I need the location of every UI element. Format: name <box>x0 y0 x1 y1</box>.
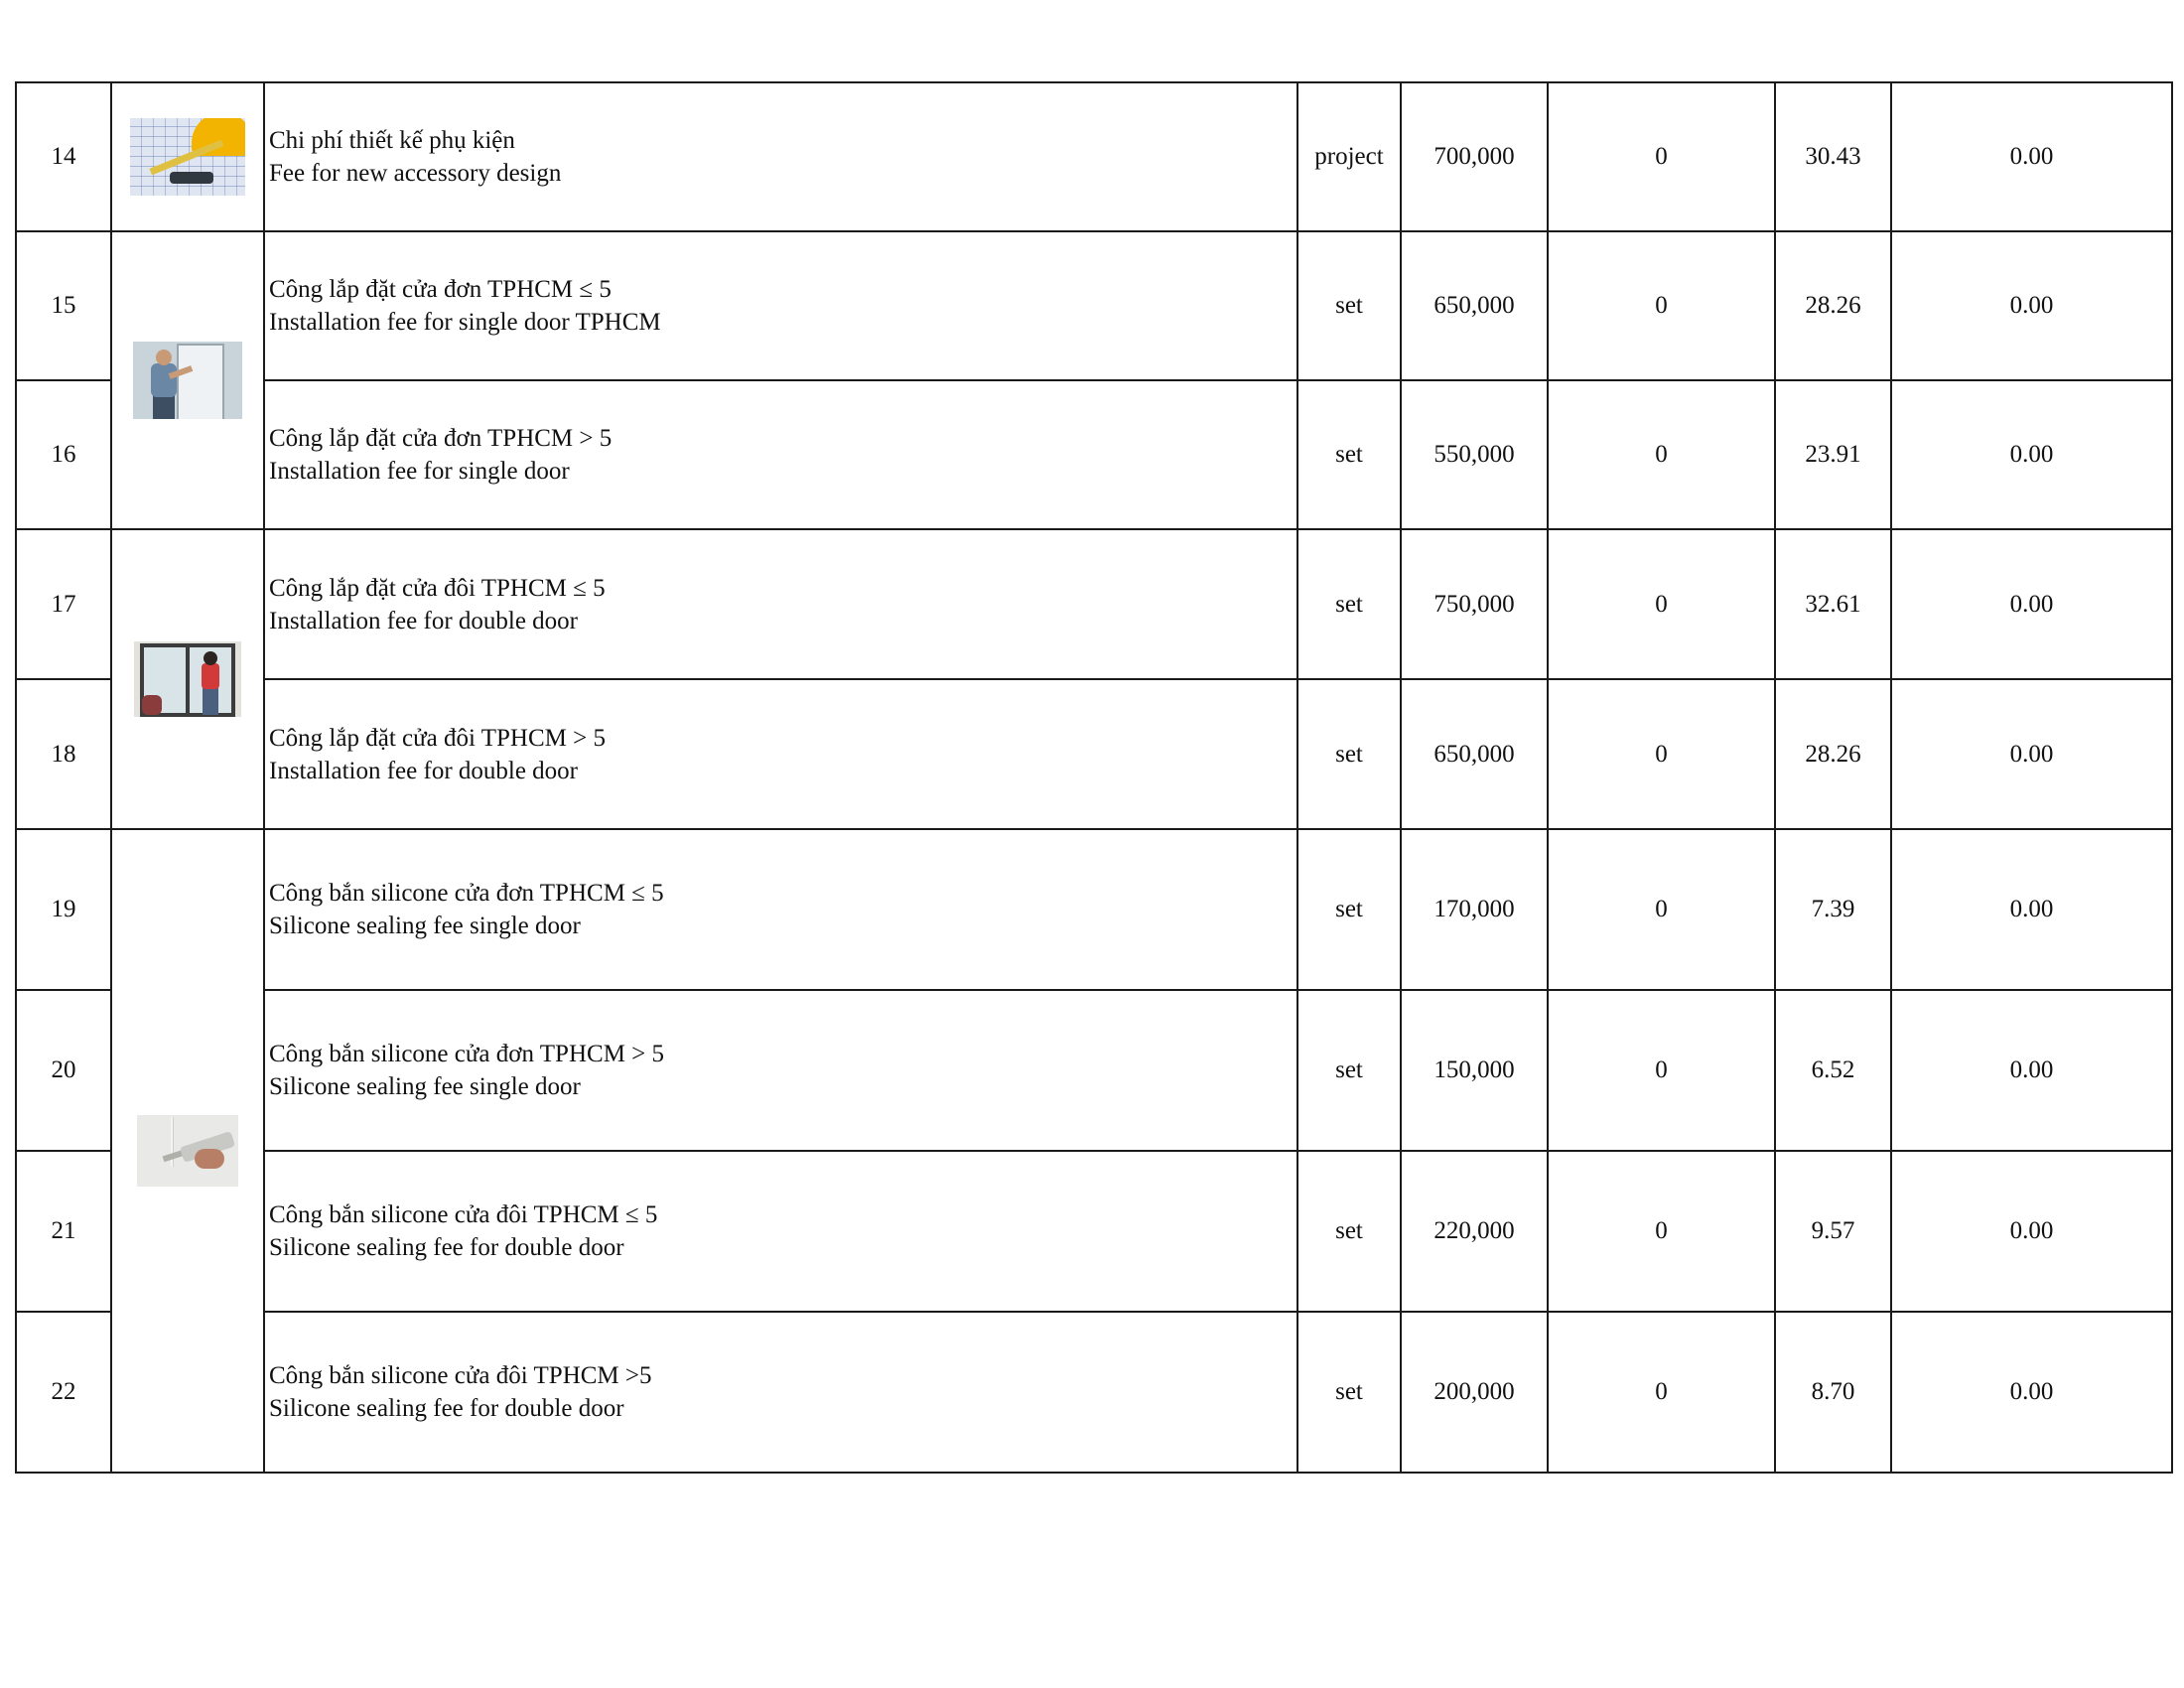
description-vi: Công bắn silicone cửa đơn TPHCM > 5 <box>269 1041 665 1067</box>
table-row <box>16 1312 2172 1473</box>
unit-price-cell: 550,000 <box>1401 380 1548 529</box>
unit-cell: set <box>1297 679 1401 829</box>
unit-cell: set <box>1297 231 1401 380</box>
row-number: 15 <box>16 231 111 380</box>
description-vi: Công bắn silicone cửa đôi TPHCM >5 <box>269 1362 652 1389</box>
table-row <box>16 679 2172 829</box>
unit-cell: set <box>1297 1151 1401 1312</box>
unit-cell: set <box>1297 1312 1401 1473</box>
quantity-cell: 0 <box>1548 231 1775 380</box>
single-door-installation-image <box>133 342 242 419</box>
description-cell <box>264 1151 1297 1312</box>
unit-price-cell: 150,000 <box>1401 990 1548 1151</box>
table-row <box>16 990 2172 1151</box>
description-vi: Công lắp đặt cửa đơn TPHCM ≤ 5 <box>269 276 612 303</box>
table-row <box>16 380 2172 529</box>
table-row <box>16 231 2172 380</box>
usd-price-cell: 28.26 <box>1775 231 1891 380</box>
unit-cell: set <box>1297 829 1401 990</box>
description-vi: Công lắp đặt cửa đôi TPHCM ≤ 5 <box>269 574 606 602</box>
description-cell <box>264 1312 1297 1473</box>
unit-cell: set <box>1297 990 1401 1151</box>
amount-cell: 0.00 <box>1891 82 2172 231</box>
description-vi: Công bắn silicone cửa đơn TPHCM ≤ 5 <box>269 880 664 907</box>
amount-cell: 0.00 <box>1891 829 2172 990</box>
unit-price-cell: 170,000 <box>1401 829 1548 990</box>
amount-cell: 0.00 <box>1891 990 2172 1151</box>
description-en: Installation fee for double door <box>269 757 579 784</box>
usd-price-cell: 7.39 <box>1775 829 1891 990</box>
quantity-cell: 0 <box>1548 82 1775 231</box>
price-table <box>15 81 2173 1474</box>
unit-cell: project <box>1297 82 1401 231</box>
usd-price-cell: 8.70 <box>1775 1312 1891 1473</box>
amount-cell: 0.00 <box>1891 380 2172 529</box>
usd-price-cell: 32.61 <box>1775 529 1891 679</box>
quantity-cell: 0 <box>1548 529 1775 679</box>
description-cell <box>264 380 1297 529</box>
description-cell <box>264 990 1297 1151</box>
image-cell <box>111 82 264 231</box>
unit-price-cell: 200,000 <box>1401 1312 1548 1473</box>
description-cell <box>264 231 1297 380</box>
row-number: 14 <box>16 82 111 231</box>
description-en: Fee for new accessory design <box>269 160 562 187</box>
amount-cell: 0.00 <box>1891 679 2172 829</box>
description-en: Installation fee for single door TPHCM <box>269 309 661 336</box>
image-cell <box>111 829 264 1473</box>
row-number: 20 <box>16 990 111 1151</box>
quantity-cell: 0 <box>1548 380 1775 529</box>
unit-price-cell: 650,000 <box>1401 679 1548 829</box>
description-cell <box>264 679 1297 829</box>
description-en: Silicone sealing fee for double door <box>269 1395 624 1422</box>
unit-price-cell: 220,000 <box>1401 1151 1548 1312</box>
row-number: 17 <box>16 529 111 679</box>
image-cell <box>111 231 264 529</box>
usd-price-cell: 23.91 <box>1775 380 1891 529</box>
quantity-cell: 0 <box>1548 1312 1775 1473</box>
quantity-cell: 0 <box>1548 829 1775 990</box>
price-table-sheet <box>15 81 2173 1474</box>
table-row <box>16 829 2172 990</box>
description-vi: Chi phí thiết kế phụ kiện <box>269 127 515 154</box>
quantity-cell: 0 <box>1548 990 1775 1151</box>
unit-price-cell: 700,000 <box>1401 82 1548 231</box>
usd-price-cell: 28.26 <box>1775 679 1891 829</box>
description-cell <box>264 829 1297 990</box>
silicone-sealing-image <box>137 1115 238 1187</box>
table-row <box>16 529 2172 679</box>
description-en: Silicone sealing fee for double door <box>269 1234 624 1261</box>
image-cell <box>111 529 264 829</box>
row-number: 22 <box>16 1312 111 1473</box>
description-cell <box>264 529 1297 679</box>
unit-price-cell: 650,000 <box>1401 231 1548 380</box>
unit-cell: set <box>1297 529 1401 679</box>
usd-price-cell: 6.52 <box>1775 990 1891 1151</box>
row-number: 16 <box>16 380 111 529</box>
quantity-cell: 0 <box>1548 1151 1775 1312</box>
amount-cell: 0.00 <box>1891 529 2172 679</box>
usd-price-cell: 9.57 <box>1775 1151 1891 1312</box>
description-vi: Công lắp đặt cửa đôi TPHCM > 5 <box>269 724 606 752</box>
double-door-installation-image <box>134 641 241 717</box>
table-row <box>16 82 2172 231</box>
table-row <box>16 1151 2172 1312</box>
description-en: Silicone sealing fee single door <box>269 913 581 939</box>
description-vi: Công lắp đặt cửa đơn TPHCM > 5 <box>269 425 613 452</box>
design-blueprint-image <box>130 118 245 196</box>
amount-cell: 0.00 <box>1891 1312 2172 1473</box>
unit-price-cell: 750,000 <box>1401 529 1548 679</box>
row-number: 19 <box>16 829 111 990</box>
quantity-cell: 0 <box>1548 679 1775 829</box>
amount-cell: 0.00 <box>1891 1151 2172 1312</box>
row-number: 18 <box>16 679 111 829</box>
amount-cell: 0.00 <box>1891 231 2172 380</box>
row-number: 21 <box>16 1151 111 1312</box>
description-en: Installation fee for single door <box>269 458 570 485</box>
unit-cell: set <box>1297 380 1401 529</box>
description-vi: Công bắn silicone cửa đôi TPHCM ≤ 5 <box>269 1201 658 1228</box>
description-cell <box>264 82 1297 231</box>
description-en: Silicone sealing fee single door <box>269 1073 581 1100</box>
usd-price-cell: 30.43 <box>1775 82 1891 231</box>
description-en: Installation fee for double door <box>269 607 579 634</box>
